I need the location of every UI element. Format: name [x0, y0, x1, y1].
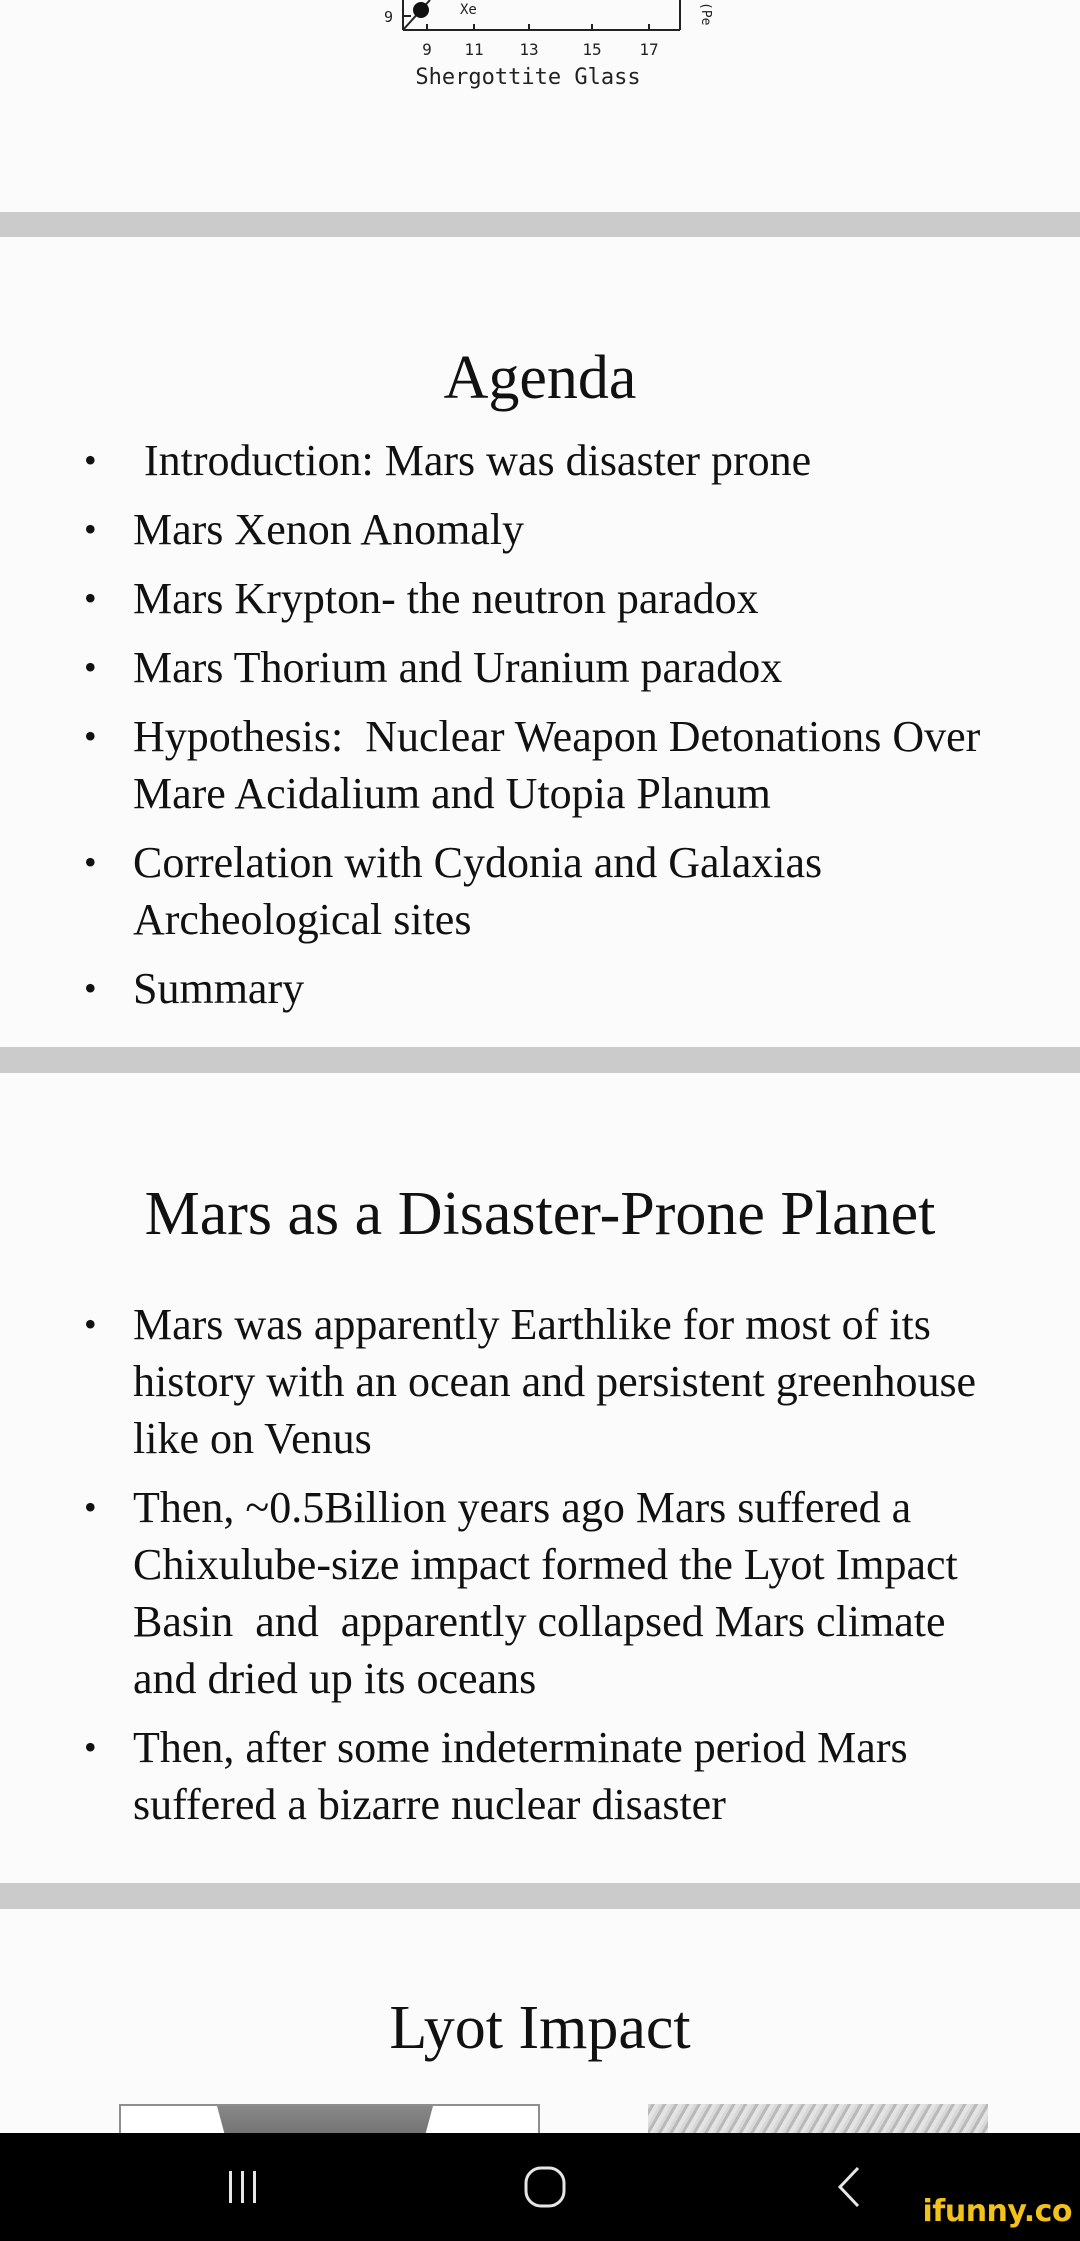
bullet-dot: •	[84, 440, 97, 480]
disaster-item	[84, 1296, 1014, 1467]
agenda-item-text: Mars Thorium and Uranium paradox	[133, 643, 783, 692]
agenda-item-text: Mars Krypton- the neutron paradox	[133, 574, 759, 623]
disaster-item-text: Mars was apparently Earthlike for most of its history with an ocean and persistent greenhouse like on Venus	[133, 1300, 977, 1463]
chart-x-tick-label: 9	[422, 40, 432, 59]
agenda-title: Agenda	[443, 344, 637, 412]
agenda-item-text: Correlation with Cydonia and Galaxias Archeological sites	[133, 838, 823, 944]
disaster-item	[84, 1479, 1014, 1707]
chart-point-label: Xe	[460, 2, 477, 18]
chart-x-axis-label: Shergottite Glass	[415, 65, 641, 90]
disaster-item	[84, 1719, 1014, 1833]
lyot-crater-photo	[648, 2104, 988, 2134]
chart-slide-fragment	[0, 0, 1080, 212]
bullet-dot: •	[84, 842, 97, 882]
bullet-dot: •	[84, 1304, 97, 1344]
home-button[interactable]	[485, 2133, 605, 2241]
agenda-item	[84, 432, 1014, 489]
agenda-item	[84, 960, 1014, 1017]
agenda-item-text: Introduction: Mars was disaster prone	[133, 436, 812, 485]
chart-x-tick-label: 13	[519, 40, 539, 59]
bullet-dot: •	[84, 647, 97, 687]
bullet-dot: •	[84, 716, 97, 756]
lyot-title: Lyot Impact	[389, 1994, 691, 2062]
agenda-item	[84, 834, 1014, 948]
bullet-dot: •	[84, 578, 97, 618]
bullet-dot: •	[84, 509, 97, 549]
android-nav-bar	[0, 2133, 1080, 2241]
agenda-item-text: Mars Xenon Anomaly	[133, 505, 525, 554]
chart-right-axis-label: (Pe	[698, 2, 713, 26]
agenda-item	[84, 708, 1014, 822]
disaster-item-text: Then, after some indeterminate period Mars suffered a bizarre nuclear disaster	[133, 1723, 908, 1829]
chart-x-tick-label: 11	[464, 40, 484, 59]
agenda-item	[84, 501, 1014, 558]
bullet-dot: •	[84, 1487, 97, 1527]
home-icon	[520, 2162, 570, 2212]
disaster-item-text: Then, ~0.5Billion years ago Mars suffered a Chixulube-size impact formed the Lyot Impact Basin and apparently collapsed Mars climate and dried up its oceans	[133, 1483, 969, 1703]
back-icon	[830, 2162, 870, 2212]
agenda-item-text: Hypothesis: Nuclear Weapon Detonations Over Mare Acidalium and Utopia Planum	[133, 712, 992, 818]
disaster-list	[84, 1296, 1014, 1845]
agenda-slide	[0, 237, 1080, 1047]
chart-x-tick-label: 17	[639, 40, 659, 59]
bullet-dot: •	[84, 1727, 97, 1767]
chart-y-tick-label: 9	[384, 8, 394, 26]
back-button[interactable]	[790, 2133, 910, 2241]
recent-apps-icon	[223, 2165, 263, 2209]
chart-x-tick-label: 15	[582, 40, 602, 59]
chart-data-point	[413, 2, 429, 18]
crater-cross-section	[217, 2106, 433, 2134]
lyot-cross-section-diagram	[119, 2104, 540, 2134]
ifunny-watermark: ifunny.co	[922, 2194, 1072, 2229]
lyot-slide	[0, 1909, 1080, 2134]
bullet-dot: •	[84, 968, 97, 1008]
agenda-item-text: Summary	[133, 964, 305, 1013]
agenda-item	[84, 639, 1014, 696]
disaster-slide	[0, 1073, 1080, 1883]
isotope-chart	[0, 0, 1080, 212]
agenda-list	[84, 432, 1014, 1029]
agenda-item	[84, 570, 1014, 627]
recent-apps-button[interactable]	[183, 2133, 303, 2241]
disaster-title: Mars as a Disaster-Prone Planet	[144, 1180, 936, 1248]
